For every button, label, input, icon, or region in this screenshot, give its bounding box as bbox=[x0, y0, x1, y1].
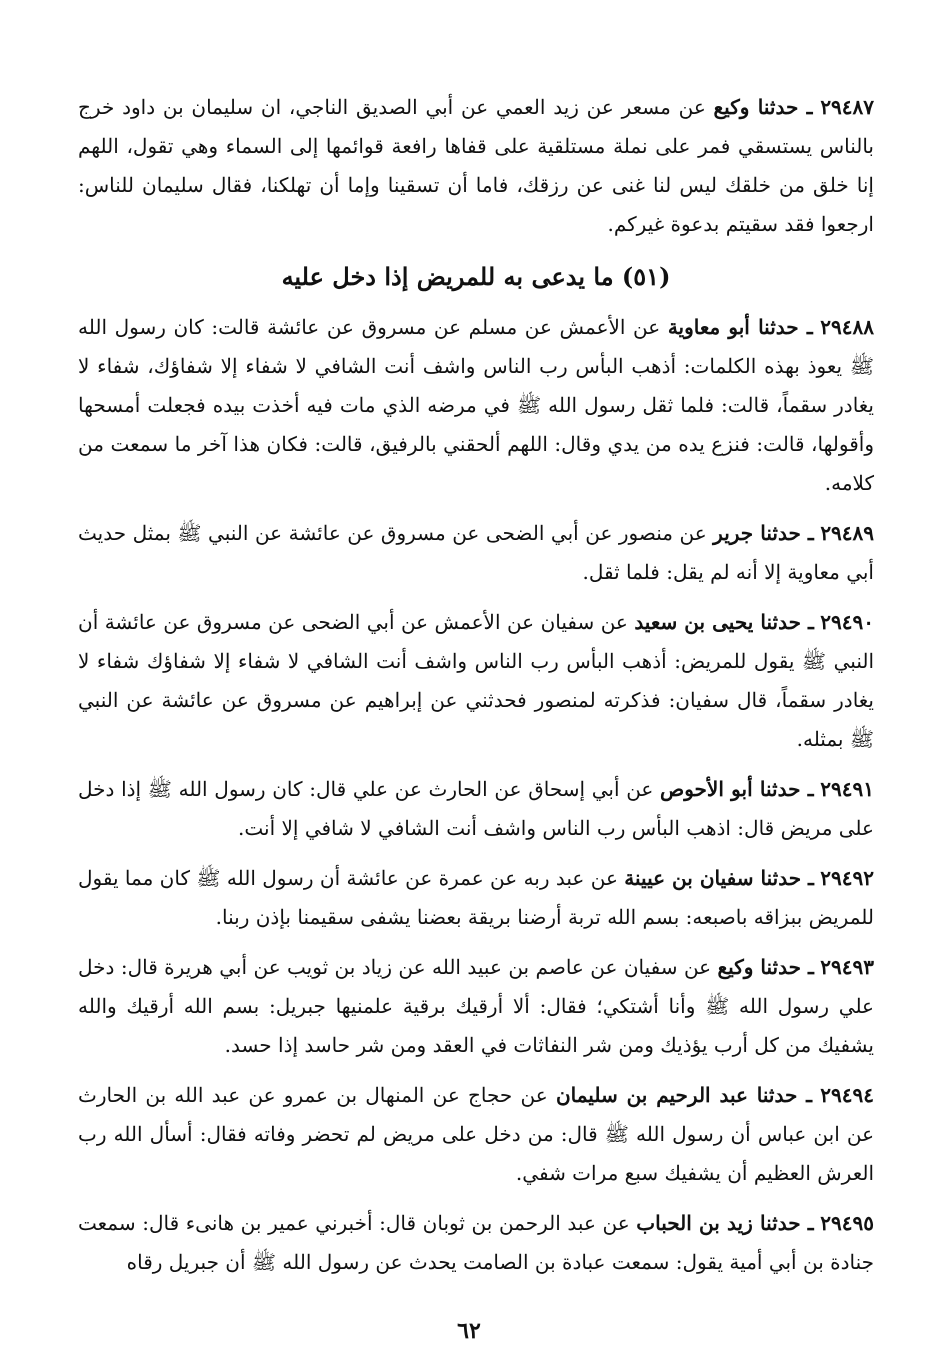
hadith-lead: ـ حدثنا وكيع bbox=[717, 955, 814, 979]
page-body bbox=[78, 88, 874, 1282]
hadith-number: ٢٩٤٩٠ bbox=[820, 610, 875, 634]
hadith-text: عن عبد ربه عن عمرة عن عائشة أن رسول الله ﷺ كان مما يقول للمريض ببزاقه باصبعه: بسم الله تربة أرضنا بريقة بعضنا يشفى سقيمنا بإذن ربنا. bbox=[78, 866, 874, 929]
hadith-29491 bbox=[78, 770, 874, 848]
hadith-29493 bbox=[78, 948, 874, 1065]
hadith-text: عن سفيان عن عاصم بن عبيد الله عن زياد بن ثويب عن أبي هريرة قال: دخل علي رسول الله ﷺ وأنا أشتكي؛ فقال: ألا أرقيك برقية علمنيها جبريل: بسم الله أرقيك والله يشفيك من كل أرب يؤذيك ومن شر النفاثات في العقد ومن شر حاسد إذا حسد. bbox=[78, 955, 874, 1057]
hadith-29488 bbox=[78, 308, 874, 503]
hadith-29489 bbox=[78, 514, 874, 592]
hadith-number: ٢٩٤٩٥ bbox=[820, 1211, 874, 1235]
hadith-lead: ـ حدثنا يحيى بن سعيد bbox=[634, 610, 814, 634]
page-number: ٦٢ bbox=[457, 1318, 481, 1344]
hadith-number: ٢٩٤٨٩ bbox=[820, 521, 875, 545]
hadith-29490 bbox=[78, 603, 874, 759]
hadith-29487 bbox=[78, 88, 874, 244]
hadith-29494 bbox=[78, 1076, 874, 1193]
hadith-number: ٢٩٤٨٧ bbox=[820, 95, 875, 119]
hadith-text: عن أبي إسحاق عن الحارث عن علي قال: كان رسول الله ﷺ إذا دخل على مريض قال: اذهب البأس رب الناس واشف أنت الشافي لا شافي إلا أنت. bbox=[78, 777, 874, 840]
hadith-text: عن عبد الرحمن بن ثوبان قال: أخبرني عمير بن هانىء قال: سمعت جنادة بن أبي أمية يقول: سمعت عبادة بن الصامت يحدث عن رسول الله ﷺ أن جبريل رقاه bbox=[78, 1211, 874, 1274]
hadith-number: ٢٩٤٩٣ bbox=[820, 955, 874, 979]
hadith-text: عن الأعمش عن مسلم عن مسروق عن عائشة قالت: كان رسول الله ﷺ يعوذ بهذه الكلمات: أذهب البأس رب الناس واشف أنت الشافي لا شفاء إلا شفاؤك، شفاء لا يغادر سقماً، قالت: فلما ثقل رسول الله ﷺ في مرضه الذي مات فيه أخذت بيده فجعلت أمسحها وأقولها، قالت: فنزع يده من يدي وقال: اللهم ألحقني بالرفيق، قالت: فكان هذا آخر ما سمعت من كلامه. bbox=[78, 315, 874, 495]
hadith-lead: ـ حدثنا وكيع bbox=[713, 95, 813, 119]
hadith-text: عن سفيان عن الأعمش عن أبي الضحى عن مسروق عن عائشة أن النبي ﷺ يقول للمريض: أذهب البأس رب الناس واشف أنت الشافي لا شفاء إلا شفاؤك شفاء لا يغادر سقماً، قال سفيان: فذكرته لمنصور فحدثني عن إبراهيم عن مسروق عن عائشة عن النبي ﷺ بمثله. bbox=[78, 610, 875, 751]
hadith-lead: ـ حدثنا أبو الأحوص bbox=[660, 777, 814, 801]
hadith-lead: ـ حدثنا زيد بن الحباب bbox=[636, 1211, 814, 1235]
hadith-lead: ـ حدثنا سفيان بن عيينة bbox=[624, 866, 814, 890]
hadith-29495 bbox=[78, 1204, 874, 1282]
hadith-text: عن منصور عن أبي الضحى عن مسروق عن عائشة عن النبي ﷺ بمثل حديث أبي معاوية إلا أنه لم يقل: فلما ثقل. bbox=[78, 521, 874, 584]
hadith-number: ٢٩٤٨٨ bbox=[820, 315, 874, 339]
hadith-number: ٢٩٤٩١ bbox=[820, 777, 875, 801]
hadith-number: ٢٩٤٩٢ bbox=[820, 866, 875, 890]
hadith-number: ٢٩٤٩٤ bbox=[820, 1083, 875, 1107]
hadith-text: عن مسعر عن زيد العمي عن أبي الصديق الناجي، ان سليمان بن داود خرج بالناس يستسقي فمر على نملة مستلقية على قفاها رافعة قوائمها إلى السماء وهي تقول، اللهم إنا خلق من خلقك ليس لنا غنى عن رزقك، فاما أن تسقينا وإما أن تهلكنا، فقال سليمان للناس: ارجعوا فقد سقيتم بدعوة غيركم. bbox=[78, 95, 874, 236]
section-title: (٥١) ما يدعى به للمريض إذا دخل عليه bbox=[281, 262, 671, 291]
hadith-lead: ـ حدثنا عبد الرحيم بن سليمان bbox=[555, 1083, 813, 1107]
hadith-29492 bbox=[78, 859, 874, 937]
hadith-text: عن حجاج عن المنهال بن عمرو عن عبد الله بن الحارث عن ابن عباس أن رسول الله ﷺ قال: من دخل على مريض لم تحضر وفاته فقال: أسأل الله رب العرش العظيم أن يشفيك سبع مرات شفي. bbox=[78, 1083, 874, 1185]
hadith-lead: ـ حدثنا جرير bbox=[713, 521, 814, 545]
hadith-lead: ـ حدثنا أبو معاوية bbox=[667, 315, 813, 339]
